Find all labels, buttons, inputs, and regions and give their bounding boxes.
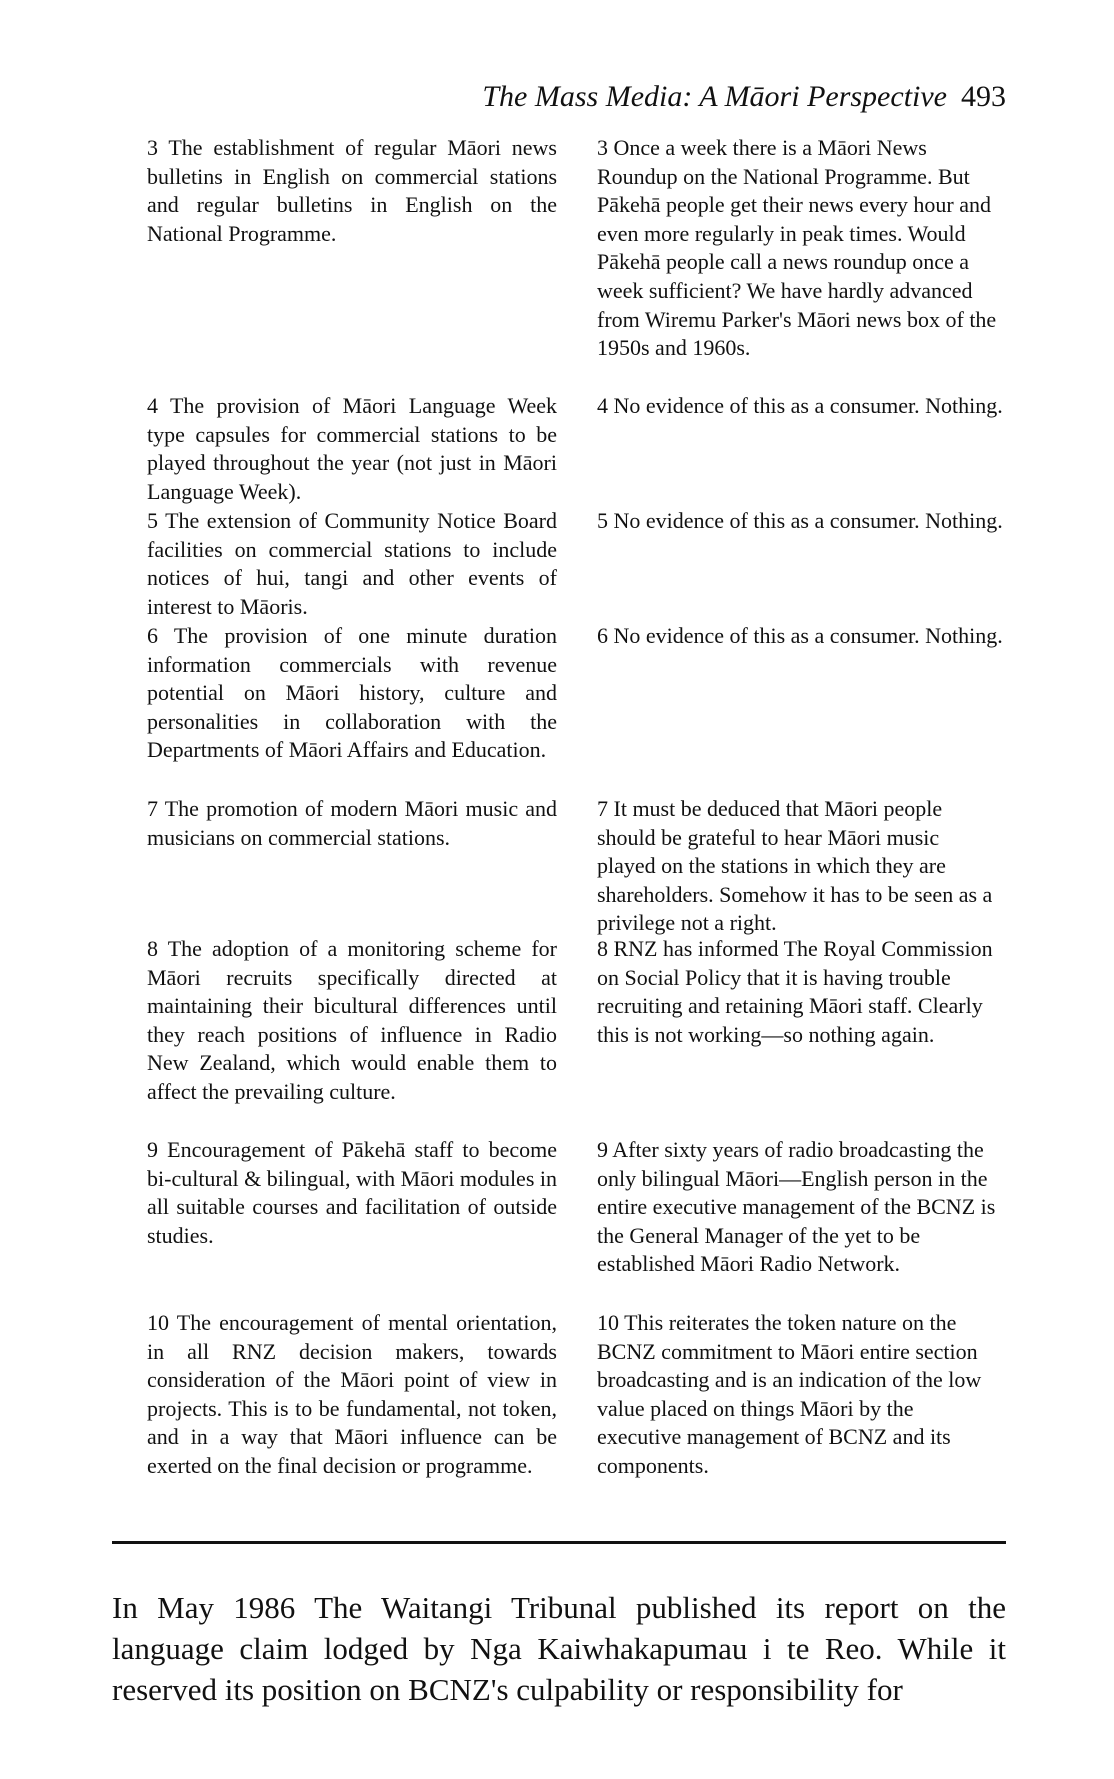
response-text: 10 This reiterates the token nature on the BCNZ commitment to Māori entire section broadcasting and is an indication of the low value placed on things Māori by the executive management of BCNZ and its components. <box>597 1310 982 1478</box>
recommendation-8 <box>147 935 557 1107</box>
response-10 <box>597 1309 1003 1481</box>
recommendation-7 <box>147 795 557 852</box>
body-paragraph: In May 1986 The Waitangi Tribunal published its report on the language claim lodged by Nga Kaiwhakapumau i te Reo. While it reserved its position on BCNZ's culpability or responsibility for <box>112 1590 1006 1707</box>
response-3 <box>597 134 1003 363</box>
response-6 <box>597 622 1003 651</box>
recommendation-9 <box>147 1136 557 1250</box>
recommendation-10 <box>147 1309 557 1481</box>
recommendation-text: 9 Encouragement of Pākehā staff to become bi-cultural & bilingual, with Māori modules in all suitable courses and facilitation of outside studies. <box>147 1137 557 1248</box>
response-4 <box>597 392 1003 421</box>
recommendation-4 <box>147 392 557 506</box>
recommendation-text: 6 The provision of one minute duration information commercials with revenue potential on Māori history, culture and personalities in collaboration with the Departments of Māori Affairs and Education. <box>147 623 557 763</box>
response-text: 7 It must be deduced that Māori people should be grateful to hear Māori music played on the stations in which they are shareholders. Somehow it has to be seen as a privilege not a right. <box>597 796 993 936</box>
response-9 <box>597 1136 1003 1279</box>
page-number: 493 <box>961 80 1006 113</box>
response-8 <box>597 935 1003 1049</box>
recommendation-3 <box>147 134 557 248</box>
recommendation-text: 10 The encouragement of mental orientation, in all RNZ decision makers, towards consideration of the Māori point of view in projects. This is to be fundamental, not token, and in a way that Māori influence can be exerted on the final decision or programme. <box>147 1310 557 1478</box>
recommendation-text: 3 The establishment of regular Māori news bulletins in English on commercial stations and regular bulletins in English on the National Programme. <box>147 135 557 246</box>
recommendation-text: 7 The promotion of modern Māori music and musicians on commercial stations. <box>147 796 557 850</box>
recommendation-text: 5 The extension of Community Notice Board facilities on commercial stations to include notices of hui, tangi and other events of interest to Māoris. <box>147 508 557 619</box>
table-end-rule <box>112 1541 1006 1544</box>
recommendation-text: 4 The provision of Māori Language Week type capsules for commercial stations to be played throughout the year (not just in Māori Language Week). <box>147 393 557 504</box>
response-text: 3 Once a week there is a Māori News Roundup on the National Programme. But Pākehā people get their news every hour and even more regularly in peak times. Would Pākehā people call a news roundup once a week sufficient? We have hardly advanced from Wiremu Parker's Māori news box of the 1950s and 1960s. <box>597 135 997 361</box>
running-head-title: The Mass Media: A Māori Perspective <box>482 80 947 113</box>
response-5 <box>597 507 1003 536</box>
response-text: 5 No evidence of this as a consumer. Nothing. <box>597 508 1003 533</box>
response-text: 8 RNZ has informed The Royal Commission on Social Policy that it is having trouble recruiting and retaining Māori staff. Clearly this is not working—so nothing again. <box>597 936 993 1047</box>
running-head <box>0 80 1006 114</box>
response-text: 9 After sixty years of radio broadcasting the only bilingual Māori—English person in the entire executive management of the BCNZ is the General Manager of the yet to be established Māori Radio Network. <box>597 1137 996 1277</box>
recommendation-5 <box>147 507 557 621</box>
recommendation-6 <box>147 622 557 765</box>
recommendation-text: 8 The adoption of a monitoring scheme for Māori recruits specifically directed at maintaining their bicultural differences until they reach positions of influence in Radio New Zealand, which would enable them to affect the prevailing culture. <box>147 936 557 1104</box>
response-text: 6 No evidence of this as a consumer. Nothing. <box>597 623 1003 648</box>
response-text: 4 No evidence of this as a consumer. Nothing. <box>597 393 1003 418</box>
response-7 <box>597 795 1003 938</box>
